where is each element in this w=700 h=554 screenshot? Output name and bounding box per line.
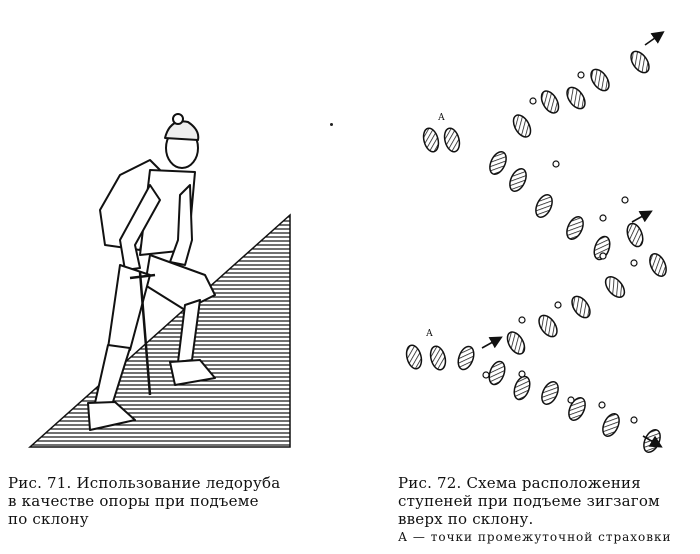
stray-dot — [330, 123, 333, 126]
footprint — [538, 88, 562, 116]
caption-line: ступеней при подъеме зигзагом — [398, 492, 660, 510]
footprint — [487, 149, 510, 177]
footprint — [421, 127, 441, 154]
footprint — [564, 214, 587, 242]
footprint-group — [404, 48, 669, 455]
belay-point — [622, 197, 628, 203]
footprint — [455, 344, 476, 371]
belay-point-group — [483, 72, 637, 423]
footprint — [428, 345, 448, 372]
figure-71-caption — [8, 474, 280, 528]
belay-point — [555, 302, 561, 308]
footprint — [627, 48, 652, 76]
figure-72-diagram — [390, 0, 700, 460]
footprint — [486, 359, 507, 386]
belay-point — [553, 161, 559, 167]
footprint — [647, 251, 670, 279]
belay-point — [568, 397, 574, 403]
footprint — [535, 312, 560, 340]
caption-note: А — точки промежуточной страховки — [398, 530, 672, 544]
figure-72-caption — [398, 474, 672, 546]
belay-point — [519, 371, 525, 377]
belay-point — [530, 98, 536, 104]
belay-point — [631, 417, 637, 423]
footprint — [533, 192, 556, 220]
footprint — [507, 166, 530, 194]
footprint — [511, 374, 532, 401]
footprint — [624, 221, 645, 248]
footprint — [442, 127, 462, 154]
footprint — [563, 84, 588, 112]
footprint — [587, 66, 612, 94]
footprint — [600, 411, 623, 439]
footprint — [568, 293, 593, 321]
footprint — [510, 112, 534, 140]
footprint — [404, 344, 424, 371]
caption-line: Рис. 71. Использование ледоруба — [8, 474, 281, 492]
caption-line: по склону — [8, 510, 89, 528]
belay-point — [519, 317, 525, 323]
arrow-middle — [632, 212, 650, 222]
caption-line: в качестве опоры при подъеме — [8, 492, 259, 510]
belay-point — [600, 253, 606, 259]
belay-point — [578, 72, 584, 78]
arrow-lower-left — [482, 338, 500, 348]
caption-line: вверх по склону. — [398, 510, 534, 528]
footprint — [602, 273, 628, 300]
caption-line: Рис. 72. Схема расположения — [398, 474, 641, 492]
arrow-top — [645, 33, 662, 45]
marker-a-upper: А — [438, 113, 445, 123]
marker-a-lower: А — [426, 329, 433, 339]
belay-point — [631, 260, 637, 266]
footprint — [504, 329, 528, 357]
footprint — [539, 379, 562, 407]
belay-point — [600, 215, 606, 221]
belay-point — [599, 402, 605, 408]
figure-71-illustration — [0, 0, 310, 460]
belay-point — [483, 372, 489, 378]
